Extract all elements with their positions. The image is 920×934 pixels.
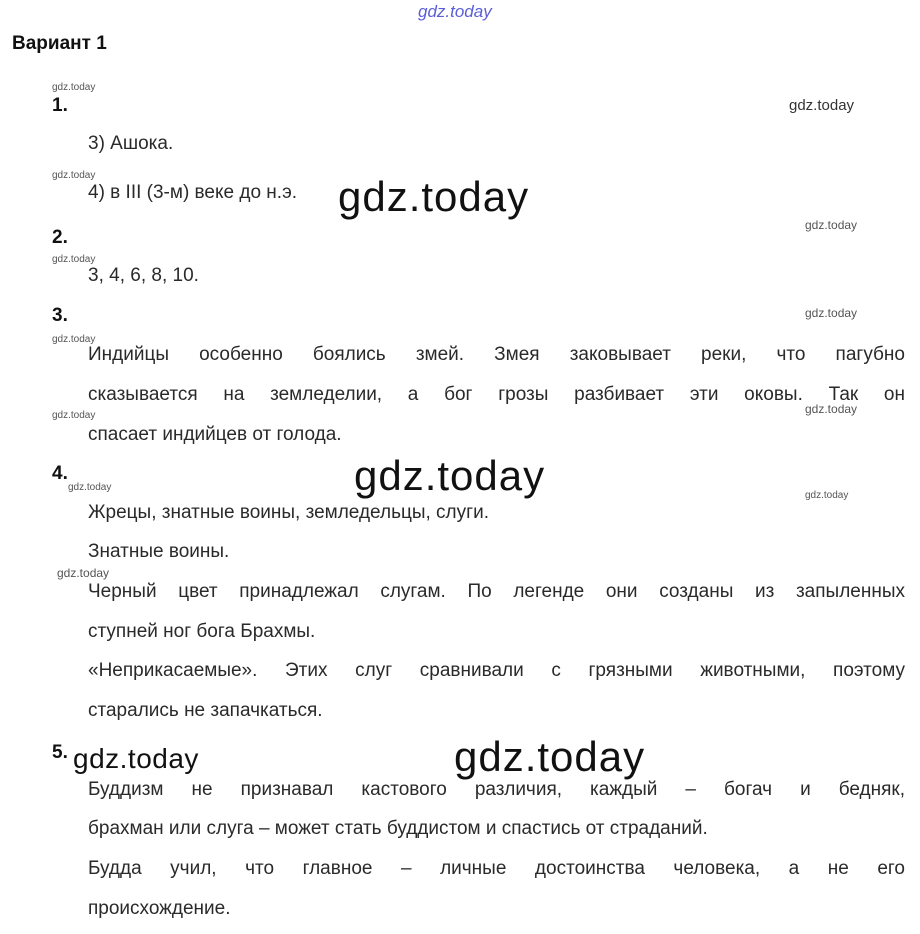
watermark-medium: gdz.today <box>73 743 199 774</box>
answer-line: 4) в III (3-м) веке до н.э. <box>88 182 298 203</box>
answer-line: 3) Ашока. <box>88 133 174 154</box>
question-number-2: 2. <box>52 227 68 248</box>
watermark-tiny: gdz.today <box>57 566 110 580</box>
answer-line: 3, 4, 6, 8, 10. <box>88 265 199 286</box>
watermark-tiny: gdz.today <box>52 170 96 181</box>
watermark-tiny: gdz.today <box>805 306 858 320</box>
answer-line: старались не запачкаться. <box>88 700 323 721</box>
watermark-tiny: gdz.today <box>52 410 96 421</box>
answer-line: Черный цвет принадлежал слугам. По легенде они созданы из запыленных <box>88 581 905 602</box>
answer-line: ступней ног бога Брахмы. <box>88 621 316 642</box>
question-number-5: 5. <box>52 742 68 763</box>
watermark-tiny: gdz.today <box>805 490 849 501</box>
watermark-tiny: gdz.today <box>52 82 96 93</box>
watermark-tiny: gdz.today <box>52 334 96 345</box>
watermark-top: gdz.today <box>418 2 492 21</box>
question-number-1: 1. <box>52 95 68 116</box>
answer-line: брахман или слуга – может стать буддистом и спастись от страданий. <box>88 818 708 839</box>
answer-line: Буддизм не признавал кастового различия, каждый – богач и бедняк, <box>88 779 905 800</box>
answer-line: происхождение. <box>88 898 231 919</box>
answer-line: Знатные воины. <box>88 541 230 562</box>
watermark-large: gdz.today <box>454 733 646 780</box>
page-title: Вариант 1 <box>12 33 107 54</box>
answer-line: сказывается на земледелии, а бог грозы разбивает эти оковы. Так он <box>88 384 905 405</box>
watermark-tiny: gdz.today <box>805 402 858 416</box>
question-number-4: 4. <box>52 463 68 484</box>
watermark-tiny: gdz.today <box>52 254 96 265</box>
watermark-large: gdz.today <box>354 452 546 499</box>
answer-line: «Неприкасаемые». Этих слуг сравнивали с грязными животными, поэтому <box>88 660 905 681</box>
watermark-tiny: gdz.today <box>805 218 858 232</box>
question-number-3: 3. <box>52 305 68 326</box>
watermark-tiny: gdz.today <box>68 482 112 493</box>
watermark-small: gdz.today <box>789 97 855 114</box>
answer-line: спасает индийцев от голода. <box>88 424 342 445</box>
answer-line: Индийцы особенно боялись змей. Змея заковывает реки, что пагубно <box>88 344 905 365</box>
answer-line: Будда учил, что главное – личные достоинства человека, а не его <box>88 858 905 879</box>
answer-line: Жрецы, знатные воины, земледельцы, слуги. <box>88 502 489 523</box>
watermark-large: gdz.today <box>338 173 530 220</box>
